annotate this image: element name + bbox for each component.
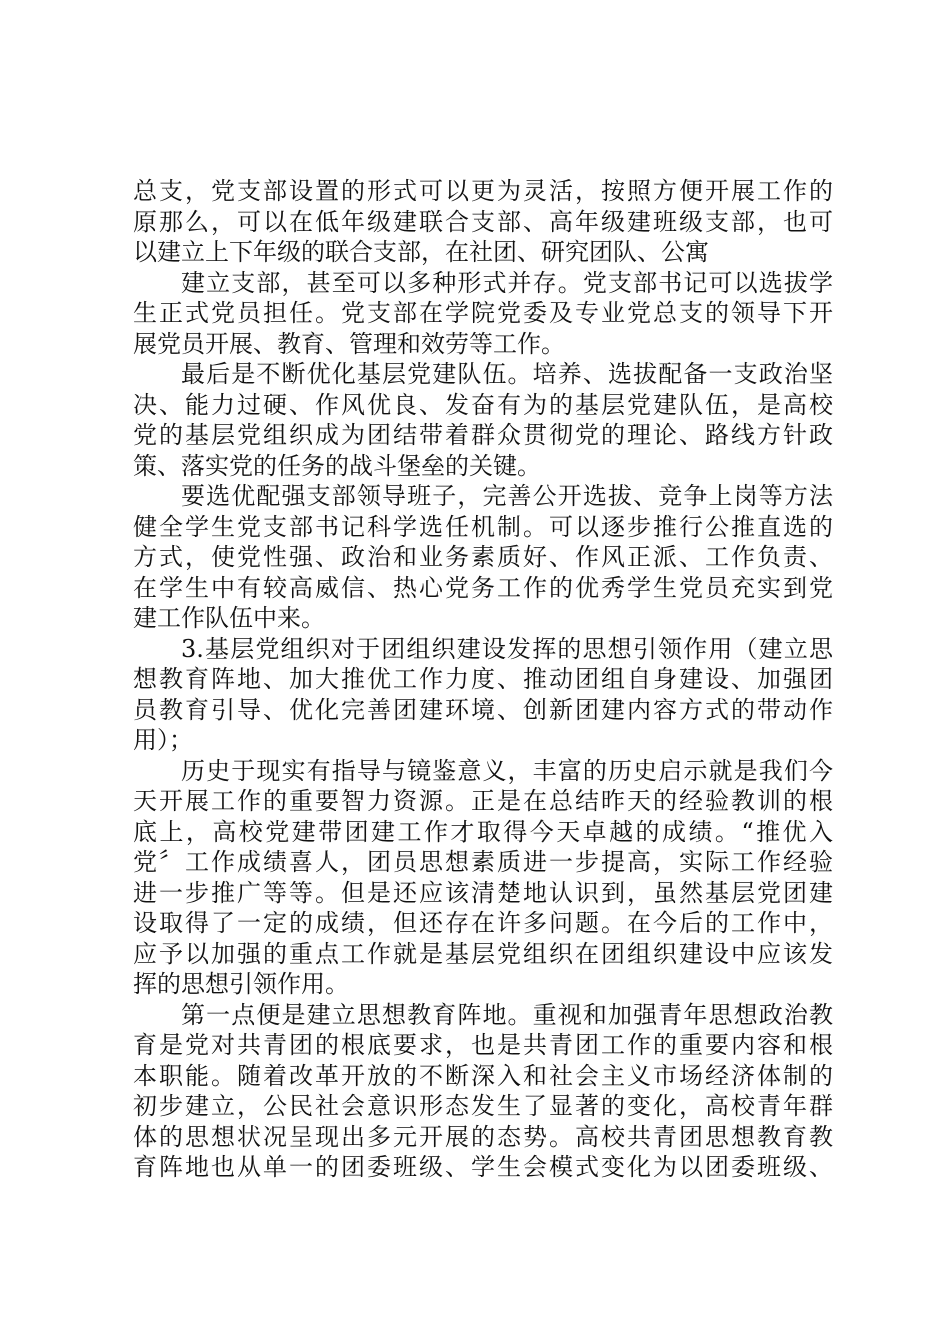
text-line: 本职能。随着改革开放的不断深入和社会主义市场经济体制的: [133, 1061, 833, 1090]
text-line: 挥的思想引领作用。: [133, 970, 349, 998]
text-line: 底上，高校党建带团建工作才取得今天卓越的成绩。“推优入: [133, 817, 833, 846]
text-line: 党的基层党组织成为团结带着群众贯彻党的理论、路线方针政: [133, 421, 833, 449]
text-line: 员教育引导、优化完善团建环境、创新团建内容方式的带动作: [133, 695, 833, 724]
text-line: 方式，使党性强、政治和业务素质好、作风正派、工作负责、: [133, 543, 833, 571]
text-line: 党〞工作成绩喜人，团员思想素质进一步提高，实际工作经验: [133, 848, 833, 876]
text-line: 建立支部，甚至可以多种形式并存。党支部书记可以选拔学: [181, 268, 833, 297]
text-line: 用）；: [133, 726, 193, 754]
text-line: 原那么，可以在低年级建联合支部、高年级建班级支部，也可: [133, 207, 833, 236]
text-line: 以建立上下年级的联合支部，在社团、研究团队、公寓: [133, 238, 709, 266]
text-line: 育阵地也从单一的团委班级、学生会模式变化为以团委班级、: [133, 1153, 833, 1181]
text-line: 天开展工作的重要智力资源。正是在总结昨天的经验教训的根: [133, 787, 833, 815]
text-line: 设取得了一定的成绩，但还存在许多问题。在今后的工作中，: [133, 909, 833, 937]
text-line: 建工作队伍中来。: [133, 604, 325, 632]
text-line: 历史于现实有指导与镜鉴意义，丰富的历史启示就是我们今: [181, 756, 833, 785]
text-line: 总支，党支部设置的形式可以更为灵活，按照方便开展工作的: [133, 177, 833, 205]
text-line: 生正式党员担任。党支部在学院党委及专业党总支的领导下开: [133, 299, 833, 327]
text-line: 进一步推广等等。但是还应该清楚地认识到，虽然基层党团建: [133, 878, 833, 907]
text-line: 应予以加强的重点工作就是基层党组织在团组织建设中应该发: [133, 939, 833, 968]
text-line: 初步建立，公民社会意识形态发生了显著的变化，高校青年群: [133, 1092, 833, 1120]
text-line: 策、落实党的任务的战斗堡垒的关键。: [133, 451, 541, 480]
document-page: [133, 176, 833, 1183]
text-line: 想教育阵地、加大推优工作力度、推动团组自身建设、加强团: [133, 665, 833, 693]
text-line: 决、能力过硬、作风优良、发奋有为的基层党建队伍，是高校: [133, 390, 833, 419]
text-line: 要选优配强支部领导班子，完善公开选拔、竞争上岗等方法: [181, 482, 833, 510]
text-line: 第一点便是建立思想教育阵地。重视和加强青年思想政治教: [181, 1000, 833, 1029]
text-line: 健全学生党支部书记科学选任机制。可以逐步推行公推直选的: [133, 512, 833, 541]
text-line: 最后是不断优化基层党建队伍。培养、选拔配备一支政治坚: [181, 360, 833, 388]
text-line: 3.基层党组织对于团组织建设发挥的思想引领作用（建立思: [181, 634, 833, 663]
text-line: 展党员开展、教育、管理和效劳等工作。: [133, 329, 565, 358]
text-line: 育是党对共青团的根底要求，也是共青团工作的重要内容和根: [133, 1031, 833, 1059]
text-line: 在学生中有较高威信、热心党务工作的优秀学生党员充实到党: [133, 573, 833, 602]
text-line: 体的思想状况呈现出多元开展的态势。高校共青团思想教育教: [133, 1122, 833, 1151]
